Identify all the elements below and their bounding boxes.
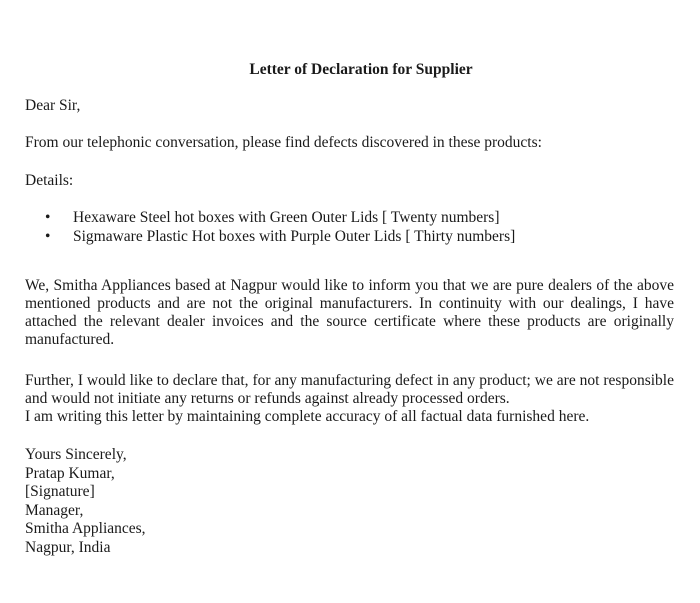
details-label: Details:	[25, 172, 74, 189]
accuracy-statement: I am writing this letter by maintaining complete accuracy of all factual data furnished here.	[25, 408, 590, 425]
intro-text: From our telephonic conversation, please find defects discovered in these products:	[25, 134, 542, 151]
closing-line: Yours Sincerely,	[25, 446, 127, 463]
signature-block	[25, 446, 146, 558]
letter-title: Letter of Declaration for Supplier	[249, 61, 473, 78]
bullet-icon: •	[45, 228, 51, 245]
salutation: Dear Sir,	[25, 97, 81, 114]
sender-title: Manager,	[25, 501, 84, 519]
sender-company: Smitha Appliances,	[25, 520, 146, 538]
sender-name: Pratap Kumar,	[25, 464, 115, 482]
signature-placeholder: [Signature]	[25, 483, 95, 501]
list-item-text: Hexaware Steel hot boxes with Green Outer Lids [ Twenty numbers]	[73, 209, 500, 226]
list-item-text: Sigmaware Plastic Hot boxes with Purple Outer Lids [ Thirty numbers]	[73, 228, 516, 245]
declaration-paragraph: Further, I would like to declare that, for any manufacturing defect in any product; we are not responsible and would not initiate any returns or refunds against already processed orders.	[25, 372, 674, 407]
sender-location: Nagpur, India	[25, 538, 111, 556]
bullet-icon: •	[45, 209, 51, 226]
dealer-paragraph: We, Smitha Appliances based at Nagpur would like to inform you that we are pure dealers of the above mentioned products and are not the original manufacturers. In continuity with our dealings, I have attached the relevant dealer invoices and the source certificate where these products are originally manufactured.	[25, 277, 674, 348]
